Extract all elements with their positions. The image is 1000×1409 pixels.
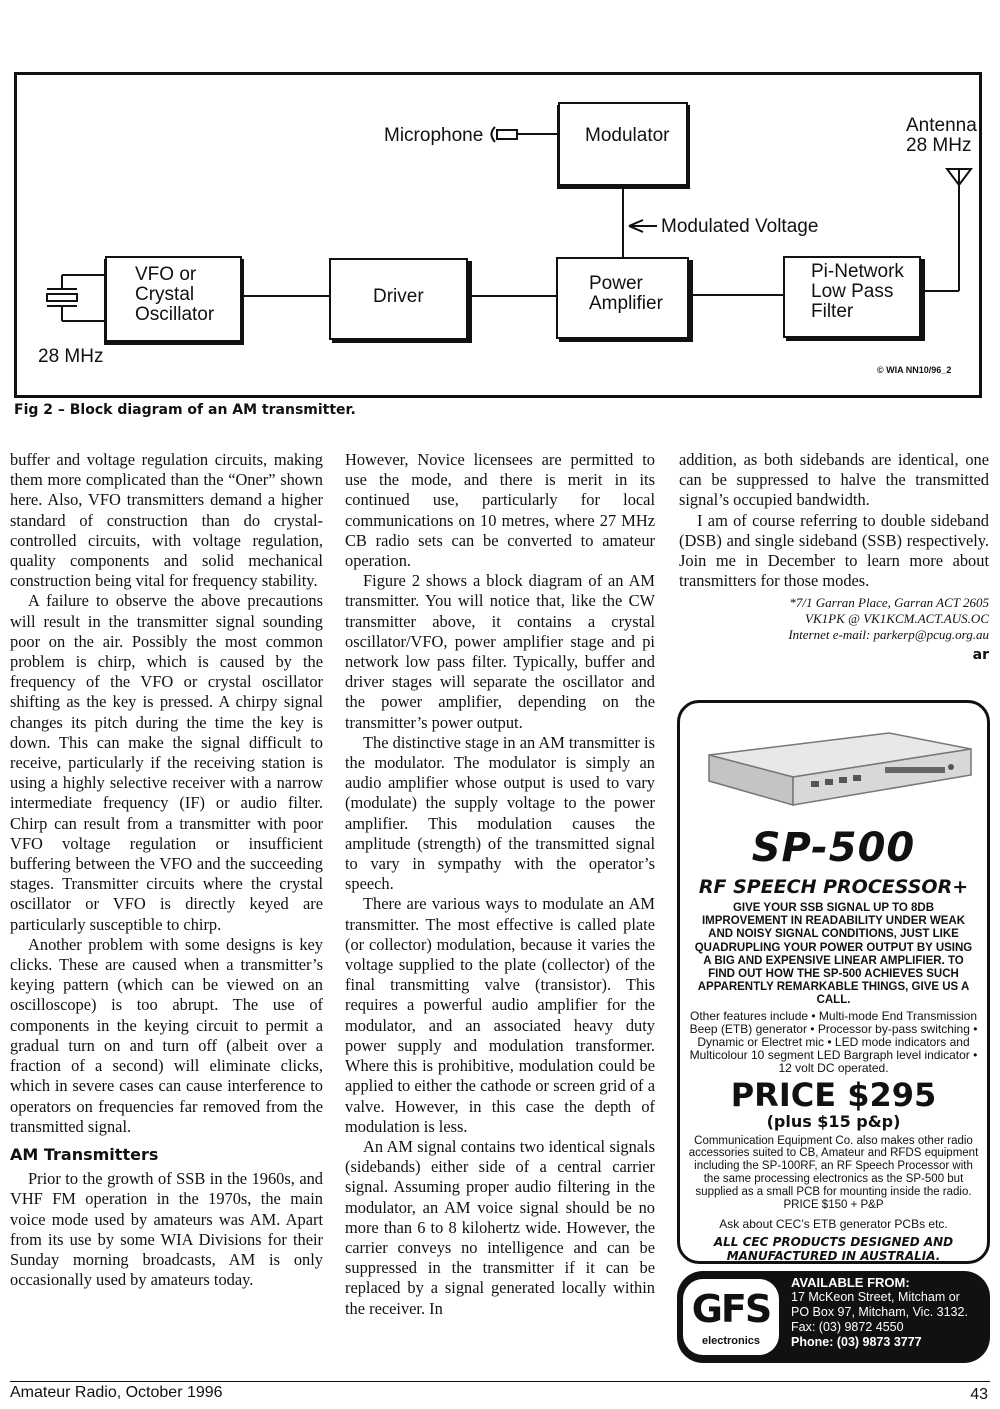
pa-label-1: Power — [589, 273, 643, 294]
address-line: *7/1 Garran Place, Garran ACT 2605 — [789, 595, 989, 611]
gfs-logo-sub: electronics — [701, 1335, 761, 1347]
paragraph: There are various ways to modulate an AM transmitter. The most effective is called plate (or collector) modulation, because it varies the voltage supplied to the plate (collector) of the final transmitting valve (transistor). This requires a powerful audio amplifier for the modulator, and an associated heavy duty power supply and modulation transformer. Where this is prohibitive, modulation could be applied to either the cathode or screen grid of a valve. However, in this case the depth of modulation is less. — [345, 894, 655, 1136]
ad-product-name: SP-500 — [751, 825, 916, 871]
dealer-street: 17 McKeon Street, Mitcham or — [791, 1290, 960, 1304]
dealer-info — [791, 1275, 987, 1350]
author-address — [679, 595, 989, 643]
ad-more-products: Communication Equipment Co. also makes other radio accessories suited to CB, Amateur and RFDS equipment including the SP-100RF, an RF Speech Processor with the same processing electronics as the SP-500 but supplied as a small PCB for mounting inside the radio. PRICE $150 + P&P — [688, 1134, 979, 1211]
sp500-advertisement — [677, 700, 990, 1264]
ad-ask-line: Ask about CEC’s ETB generator PCBs etc. — [719, 1217, 948, 1232]
section-heading: AM Transmitters — [10, 1144, 159, 1164]
figure-caption: Fig 2 – Block diagram of an AM transmitter. — [14, 402, 356, 418]
ad-subtitle: RF SPEECH PROCESSOR+ — [698, 876, 969, 898]
driver-label: Driver — [373, 286, 424, 307]
speech-processor-photo — [689, 715, 979, 815]
paragraph: The distinctive stage in an AM transmitter is the modulator. The modulator is simply an audio amplifier whose output is used to vary (modulate) the supply voltage to the power amplifier. This modulation causes the amplitude (strength) of the transmitted signal to vary in sympathy with the operator’s speech. — [345, 732, 655, 894]
dealer-phone: Phone: (03) 9873 3777 — [791, 1335, 922, 1349]
paragraph: An AM signal contains two identical signals (sidebands) either side of a central carrier signal. Assuming proper audio filtering in the modulator, an AM voice signal should be no more than 6 to 8 kilohertz wide. However, the carrier conveys no intelligence and can be suppressed in the transmitter if it can be replaced by a signal generated locally within the receiver. In — [345, 1136, 655, 1318]
paragraph: A failure to observe the above precautions will result in the transmitter signal sounding poor on the air. Possibly the most common problem is chirp, which is caused by the frequency of the VFO or crystal oscillator shifting as the key is pressed. A chirpy signal changes its pitch during the time the key is down. This can make the signal difficult to receive, particularly if the receiving station is using a highly selective receiver with a narrow intermediate frequency (IF) or audio filter. Chirp can result from a transmitter with poor VFO voltage regulation or insufficient buffering between the VFO and the succeeding stages. Transmitter circuits where the crystal oscillator or VFO is directly keyed are particularly susceptible to chirp. — [10, 591, 323, 934]
filter-label-1: Pi-Network — [811, 261, 904, 282]
article-column-2 — [345, 450, 655, 1319]
address-line: Internet e-mail: parkerp@pcug.org.au — [788, 627, 989, 643]
filter-label-2: Low Pass — [811, 281, 894, 302]
address-line: VK1PK @ VK1KCM.ACT.AUS.OC — [805, 611, 989, 627]
gfs-logo-text: GFS — [691, 1287, 771, 1331]
sign-off-mark: ar — [972, 647, 989, 664]
paragraph: buffer and voltage regulation circuits, making them more complicated than the “Oner” shown here. Also, VFO transmitters demand a higher standard of construction than do crystal-controlled circuits, with voltage regulation, quality components and solid mechanical construction being vital for frequency stability. — [10, 450, 323, 591]
microphone-label: Microphone — [384, 125, 484, 146]
dealer-banner — [677, 1271, 990, 1363]
dealer-fax: Fax: (03) 9872 4550 — [791, 1320, 904, 1334]
ad-made-in-australia: ALL CEC PRODUCTS DESIGNED AND MANUFACTURED IN AUSTRALIA. — [713, 1235, 954, 1264]
modulator-label: Modulator — [585, 125, 670, 146]
arrow-left-icon — [629, 220, 657, 232]
ad-lead-text: GIVE YOUR SSB SIGNAL UP TO 8DB IMPROVEMENT IN READABILITY UNDER WEAK AND NOISY SIGNAL CONDITIONS, JUST LIKE QUADRUPLING YOUR POWER OUTPUT BY USING A BIG AND EXPENSIVE LINEAR AMPLIFIER. TO FIND OUT HOW THE SP-500 ACHIEVES SUCH APPARENTLY REMARKABLE THINGS, GIVE US A CALL. — [694, 902, 973, 1007]
article-column-1 — [10, 450, 323, 1290]
paragraph: However, Novice licensees are permitted to use the mode, and there is merit in its continued use, particularly for local communications on 10 metres, where 27 MHz CB radio sets can be converted to amateur operation. — [345, 450, 655, 571]
vfo-label-3: Oscillator — [135, 304, 215, 325]
filter-label-3: Filter — [811, 301, 854, 322]
crystal-icon — [47, 275, 106, 321]
ad-postage: (plus $15 p&p) — [766, 1111, 901, 1131]
dealer-po-box: PO Box 97, Mitcham, Vic. 3132. — [791, 1305, 968, 1319]
figure-copyright: © WIA NN10/96_2 — [877, 365, 952, 375]
footer-publication: Amateur Radio, October 1996 — [10, 1384, 223, 1401]
figure-frame — [14, 72, 982, 398]
antenna-label-2: 28 MHz — [906, 135, 972, 156]
crystal-frequency-label: 28 MHz — [38, 346, 104, 367]
available-from: AVAILABLE FROM: — [791, 1275, 910, 1290]
vfo-label-2: Crystal — [135, 284, 195, 305]
paragraph: I am of course referring to double sideband (DSB) and single sideband (SSB) respectively. Join me in December to learn more about transmitters for those modes. — [679, 510, 989, 591]
modulated-voltage-label: Modulated Voltage — [661, 216, 819, 237]
paragraph: Figure 2 shows a block diagram of an AM transmitter. You will notice that, like the CW transmitter above, it contains a crystal oscillator/VFO, power amplifier stage and pi network low pass filter. Typically, buffer and driver stages will separate the oscillator and the power amplifier, depending on the transmitter’s power output. — [345, 571, 655, 732]
microphone-body — [497, 130, 517, 139]
footer-rule — [10, 1381, 990, 1382]
antenna-icon — [947, 169, 971, 185]
antenna-label-1: Antenna — [906, 115, 977, 136]
page-number: 43 — [970, 1386, 988, 1403]
paragraph: Prior to the growth of SSB in the 1960s, and VHF FM operation in the 1970s, the main voice mode used by amateurs was AM. Apart from its use by some WIA Divisions for their Sunday morning broadcasts, AM is only occasionally used by amateurs today. — [10, 1169, 323, 1290]
article-column-3 — [679, 450, 989, 666]
microphone-icon — [492, 127, 496, 142]
paragraph: Another problem with some designs is key clicks. These are caused when a transmitter’s keying pattern (which can be viewed on an oscilloscope) is too abrupt. The use of components in the keying circuit to permit a gradual turn on and turn off (albeit over a fraction of a second) will eliminate clicks, which in severe cases can cause interference to operators on frequencies far removed from the transmitted signal. — [10, 934, 323, 1136]
block-diagram — [17, 75, 979, 395]
ad-price: PRICE $295 — [730, 1075, 937, 1114]
ad-features: Other features include • Multi-mode End Transmission Beep (ETB) generator • Processor by-pass switching • Dynamic or Electret mic • LED mode indicators and Multicolour 10 segment LED Bargraph level indicator • 12 volt DC operated. — [689, 1008, 978, 1076]
gfs-logo — [683, 1279, 779, 1355]
pa-label-2: Amplifier — [589, 293, 663, 314]
vfo-label-1: VFO or — [135, 264, 197, 285]
paragraph: addition, as both sidebands are identical, one can be suppressed to halve the transmitted signal’s occupied bandwidth. — [679, 450, 989, 510]
